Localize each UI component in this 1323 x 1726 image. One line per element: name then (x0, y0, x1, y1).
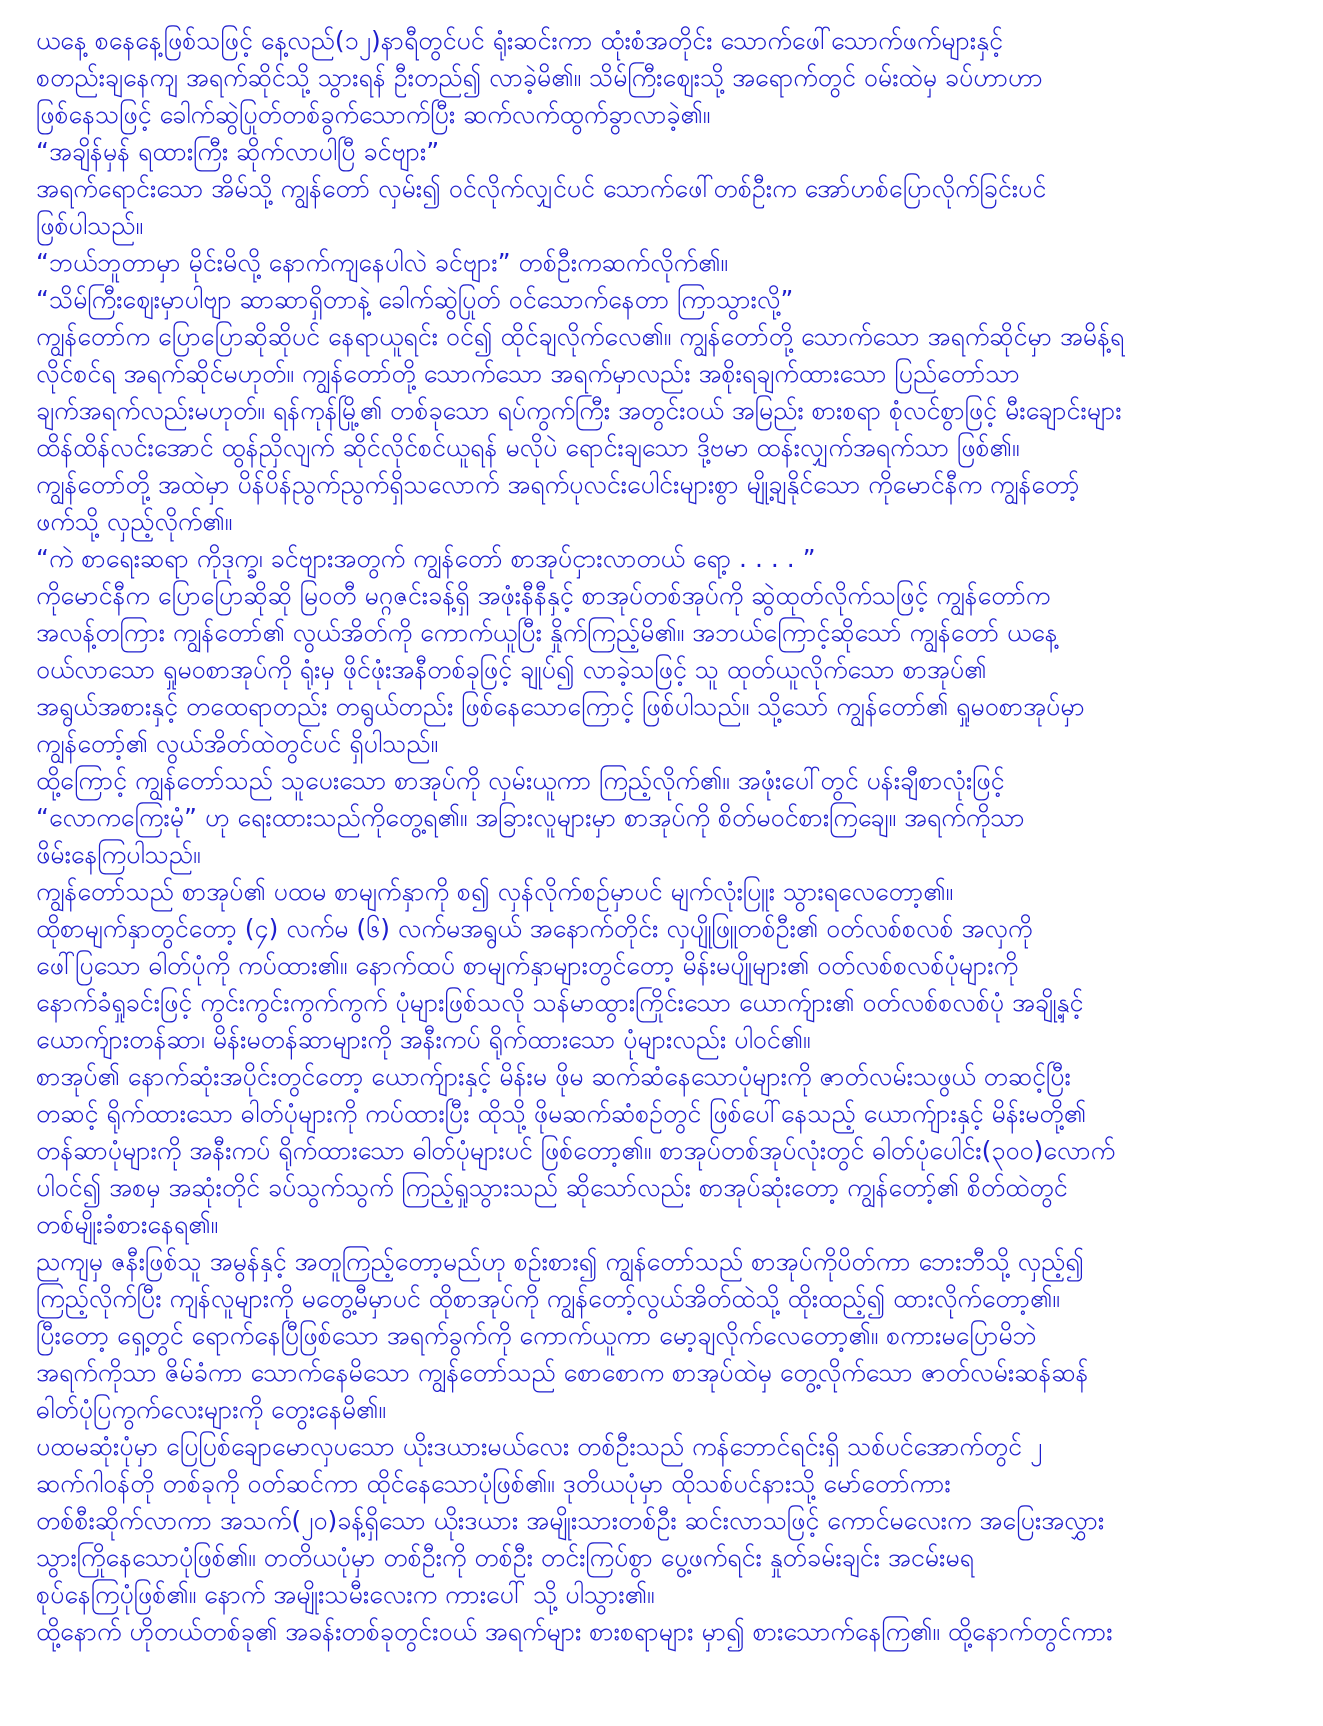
text-line: ဝယ်လာသော ရှုမဝစာအုပ်ကို ရုံးမှ ဖိုင်ဖုံးအနီတစ်ခုဖြင့် ချုပ်၍ လာခဲ့သဖြင့် သူ ထုတ်ယူလိုက်သော စာအုပ်၏ (36, 655, 987, 684)
text-line: ဖြစ်ပါသည်။ (36, 211, 144, 240)
text-line: တန်ဆာပုံများကို အနီးကပ် ရိုက်ထားသော ဓါတ်ပုံများပင် ဖြစ်တော့၏။ စာအုပ်တစ်အုပ်လုံးတွင် ဓါတ်ပုံပေါင်း(၃၀၀)လောက် (36, 1136, 1116, 1165)
text-line: ကြည့်လိုက်ပြီး ကျန်လူများကို မတွေ့မီမှာပင် ထိုစာအုပ်ကို ကျွန်တော့်လွယ်အိတ်ထဲသို့ ထိုးထည့်၍ ထားလိုက်တော့၏။ (36, 1284, 1060, 1313)
text-line: ပြီးတော့ ရှေ့တွင် ရောက်နေပြီဖြစ်သော အရက်ခွက်ကို ကောက်ယူကာ မော့ချလိုက်လေတော့၏။ စကားမပြောမိဘဲ (36, 1321, 1037, 1350)
text-line: အလန့်တကြား ကျွန်တော်၏ လွယ်အိတ်ကို ကောက်ယူပြီး နှိုက်ကြည့်မိ၏။ အဘယ်ကြောင့်ဆိုသော် ကျွန်တော် ယနေ့ (36, 618, 1058, 647)
text-line: ပထမဆုံးပုံမှာ ပြေပြစ်ချောမောလှပသော ယိုးဒယားမယ်လေး တစ်ဦးသည် ကန်ဘောင်ရင်းရှိ သစ်ပင်အောက်တွင် ၂ (36, 1432, 1043, 1461)
text-line: ယောက်ျားတန်ဆာ၊ မိန်းမတန်ဆာများကို အနီးကပ် ရိုက်ထားသော ပုံများလည်း ပါဝင်၏။ (36, 1025, 811, 1054)
text-line: ထိန်ထိန်လင်းအောင် ထွန်ညှိလျက် ဆိုင်လိုင်စင်ယူရန် မလိုပဲ ရောင်းချသော ဒို့ဗမာ ထန်းလျှက်အရက်သာ ဖြစ်၏။ (36, 433, 1020, 462)
text-line: ကိုမောင်နီက ပြောပြောဆိုဆို မြဝတီ မဂ္ဂဇင်းခန့်ရှိ အဖုံးနီနီနှင့် စာအုပ်တစ်အုပ်ကို ဆွဲထုတ်လိုက်သဖြင့် ကျွန်တော်က (36, 581, 1051, 610)
text-line: အရက်ရောင်းသော အိမ်သို့ ကျွန်တော် လှမ်း၍ ဝင်လိုက်လျှင်ပင် သောက်ဖေါ်တစ်ဦးက အော်ဟစ်ပြောလိုက်ခြင်းပင် (36, 174, 1047, 203)
text-line: “ကဲ စာရေးဆရာ ကိုဒုက္ခ၊ ခင်ဗျားအတွက် ကျွန်တော် စာအုပ်ငှားလာတယ် ရော့ . . . . ” (36, 544, 816, 573)
text-line: ကျွန်တော်က ပြောပြောဆိုဆိုပင် နေရာယူရင်း ဝင်၍ ထိုင်ချလိုက်လေ၏။ ကျွန်တော်တို့ သောက်သော အရက်ဆိုင်မှာ အမိန့်ရ (36, 322, 1125, 351)
text-line: ညကျမှ ဇနီးဖြစ်သူ အမွန်နှင့် အတူကြည့်တော့မည်ဟု စဉ်းစား၍ ကျွန်တော်သည် စာအုပ်ကိုပိတ်ကာ ဘေးဘီသို့ လှည့်၍ (36, 1247, 1084, 1276)
text-line: ဆက်ဂါဝန်တို တစ်ခုကို ဝတ်ဆင်ကာ ထိုင်နေသောပုံဖြစ်၏။ ဒုတိယပုံမှာ ထိုသစ်ပင်နားသို့ မော်တော်ကား (36, 1469, 951, 1498)
text-line: ယနေ့ စနေနေ့ဖြစ်သဖြင့် နေ့လည်(၁၂)နာရီတွင်ပင် ရုံးဆင်းကာ ထုံးစံအတိုင်း သောက်ဖေါ်သောက်ဖက်များနှင့် (36, 26, 1003, 55)
text-line: ထို့နောက် ဟိုတယ်တစ်ခု၏ အခန်းတစ်ခုတွင်းဝယ် အရက်များ စားစရာများ မှာ၍ စားသောက်နေကြ၏။ ထို့နောက်တွင်ကား (36, 1617, 1113, 1646)
text-line: ချက်အရက်လည်းမဟုတ်။ ရန်ကုန်မြို့၏ တစ်ခုသော ရပ်ကွက်ကြီး အတွင်းဝယ် အမြည်း စားစရာ စုံလင်စွာဖြင့် မီးချောင်းများ (36, 396, 1122, 425)
text-line: စတည်းချနေကျ အရက်ဆိုင်သို့ သွားရန် ဦးတည်၍ လာခဲ့မိ၏။ သိမ်ကြီးဈေးသို့ အရောက်တွင် ဝမ်းထဲမှ ခပ်ဟာဟာ (36, 63, 1043, 92)
text-line: တစ်စီးဆိုက်လာကာ အသက်(၂၀)ခန့်ရှိသော ယိုးဒယား အမျိုးသားတစ်ဦး ဆင်းလာသဖြင့် ကောင်မလေးက အပြေးအလွှား (36, 1506, 1105, 1535)
text-line: အရွယ်အစားနှင့် တထေရာတည်း တရွယ်တည်း ဖြစ်နေသောကြောင့် ဖြစ်ပါသည်။ သို့သော် ကျွန်တော်၏ ရှုမဝစာအုပ်မှာ (36, 692, 1085, 721)
text-line: “သိမ်ကြီးဈေးမှာပါဗျာ ဆာဆာရှိတာနဲ့ ခေါက်ဆွဲပြုတ် ဝင်သောက်နေတာ ကြာသွားလို့” (36, 285, 794, 314)
text-line: ဖေါ်ပြသော ဓါတ်ပုံကို ကပ်ထား၏။ နောက်ထပ် စာမျက်နှာများတွင်တော့ မိန်းမပျိုများ၏ ဝတ်လစ်စလစ်ပုံများကို (36, 951, 1019, 980)
text-line: “ဘယ်ဘူတာမှာ မိုင်းမိလို့ နောက်ကျနေပါလဲ ခင်ဗျား” တစ်ဦးကဆက်လိုက်၏။ (36, 248, 728, 277)
text-line: အရက်ကိုသာ ဇိမ်ခံကာ သောက်နေမိသော ကျွန်တော်သည် စောစောက စာအုပ်ထဲမှ တွေ့လိုက်သော ဇာတ်လမ်းဆန်ဆန် (36, 1358, 1089, 1387)
text-line: ပါဝင်၍ အစမှ အဆုံးတိုင် ခပ်သွက်သွက် ကြည့်ရှုသွားသည် ဆိုသော်လည်း စာအုပ်ဆုံးတော့ ကျွန်တော့်၏ စိတ်ထဲတွင် (36, 1173, 1068, 1202)
text-line: လိုင်စင်ရ အရက်ဆိုင်မဟုတ်။ ကျွန်တော်တို့ သောက်သော အရက်မှာလည်း အစိုးရချက်ထားသော ပြည်တော်သာ (36, 359, 1020, 388)
text-line: ဖက်သို့ လှည့်လိုက်၏။ (36, 507, 233, 536)
text-line: ဖြစ်နေသဖြင့် ခေါက်ဆွဲပြုတ်တစ်ခွက်သောက်ပြီး ဆက်လက်ထွက်ခွာလာခဲ့၏။ (36, 100, 711, 129)
text-line: သွားကြိုနေသောပုံဖြစ်၏။ တတိယပုံမှာ တစ်ဦးကို တစ်ဦး တင်းကြပ်စွာ ပွေ့ဖက်ရင်း နှုတ်ခမ်းချင်း အငမ်းမရ (36, 1543, 974, 1572)
text-line: ထိုစာမျက်နှာတွင်တော့ (၄) လက်မ (၆) လက်မအရွယ် အနောက်တိုင်း လှပျိုဖြူတစ်ဦး၏ ဝတ်လစ်စလစ် အလှကို (36, 914, 1033, 943)
text-line: “လောကကြေးမုံ” ဟု ရေးထားသည်ကိုတွေ့ရ၏။ အခြားလူများမှာ စာအုပ်ကို စိတ်မဝင်စားကြချေ။ အရက်ကိုသာ (36, 803, 1025, 832)
text-line: စုပ်နေကြပုံဖြစ်၏။ နောက် အမျိုးသမီးလေးက ကားပေါ် သို့ ပါသွား၏။ (36, 1580, 655, 1609)
text-line: နောက်ခံရှုခင်းဖြင့် ကွင်းကွင်းကွက်ကွက် ပုံများဖြစ်သလို သန်မာထွားကြိုင်းသော ယောက်ျား၏ ဝတ်လစ်စလစ်ပုံ အချို့နှင့် (36, 988, 1084, 1017)
text-line: တစ်မျိုးခံစားနေရ၏။ (36, 1210, 219, 1239)
text-line: ထို့ကြောင့် ကျွန်တော်သည် သူပေးသော စာအုပ်ကို လှမ်းယူကာ ကြည့်လိုက်၏။ အဖုံးပေါ်တွင် ပန်းချီစာလုံးဖြင့် (36, 766, 1005, 795)
text-line: ကျွန်တော့်၏ လွယ်အိတ်ထဲတွင်ပင် ရှိပါသည်။ (36, 729, 439, 758)
text-line: ကျွန်တော်တို့ အထဲမှာ ပိန်ပိန်ညွက်ညွက်ရှိသလောက် အရက်ပုလင်းပေါင်းများစွာ မျို့ချနိုင်သော ကိုမောင်နီက ကျွန်တော့် (36, 470, 1080, 499)
text-line: တဆင့် ရိုက်ထားသော ဓါတ်ပုံများကို ကပ်ထားပြီး ထိုသို့ ဖိုမဆက်ဆံစဉ်တွင် ဖြစ်ပေါ်နေသည့် ယောက်ျားနှင့် မိန်းမတို့၏ (36, 1099, 1086, 1128)
text-line: ဓါတ်ပုံပြကွက်လေးများကို တွေးနေမိ၏။ (36, 1395, 386, 1424)
text-line: စာအုပ်၏ နောက်ဆုံးအပိုင်းတွင်တော့ ယောက်ျားနှင့် မိန်းမ ဖိုမ ဆက်ဆံနေသောပုံများကို ဇာတ်လမ်းသဖွယ် တဆင့်ပြီး (36, 1062, 1071, 1091)
text-line: ကျွန်တော်သည် စာအုပ်၏ ပထမ စာမျက်နှာကို စ၍ လှန်လိုက်စဉ်မှာပင် မျက်လုံးပြူး သွားရလေတော့၏။ (36, 877, 954, 906)
text-line: “အချိန်မှန် ရထားကြီး ဆိုက်လာပါပြီ ခင်ဗျား” (36, 137, 440, 166)
story-text (36, 22, 1295, 1650)
text-line: ဖိမ်းနေကြပါသည်။ (36, 840, 201, 869)
